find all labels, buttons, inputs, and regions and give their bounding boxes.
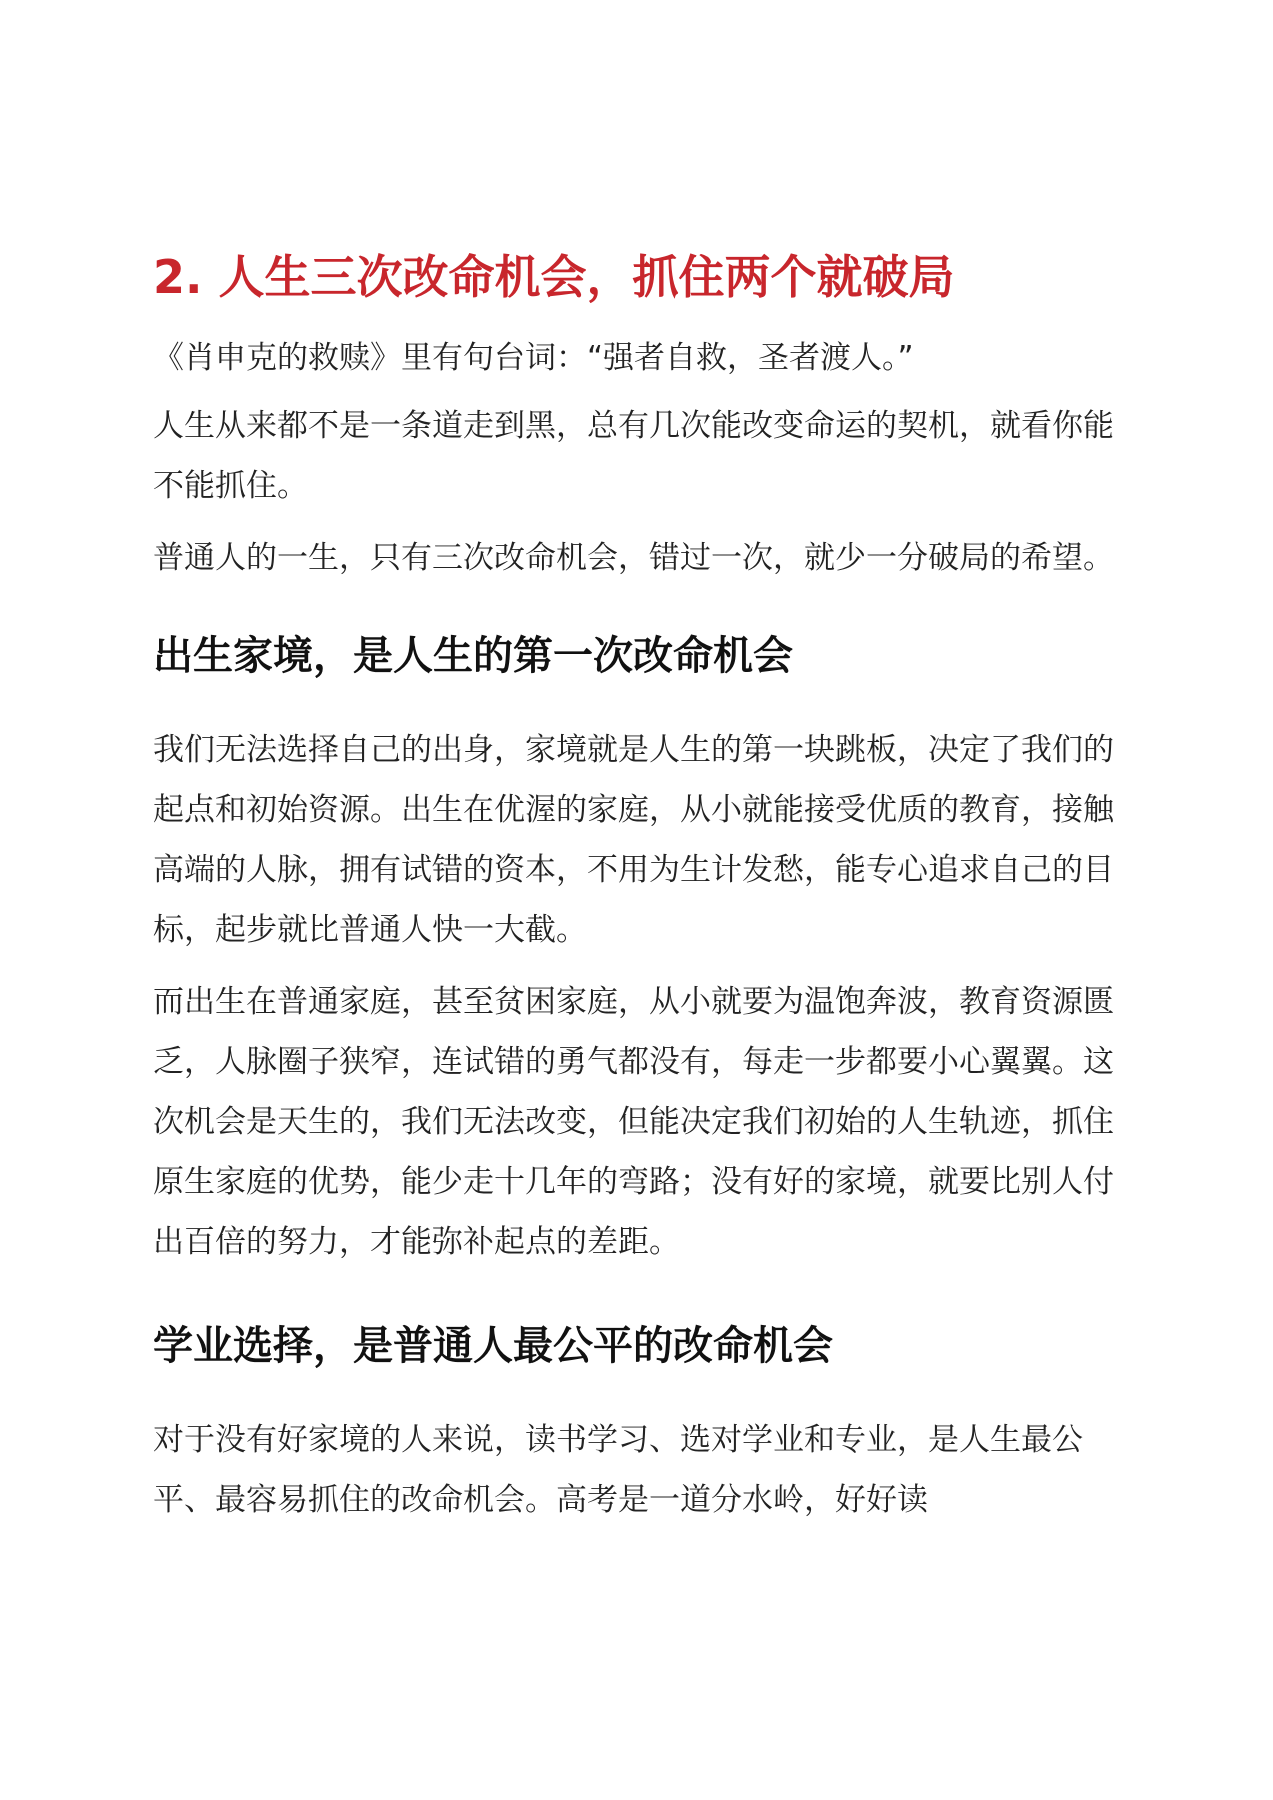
paragraph-2: 普通人的一生，只有三次改命机会，错过一次，就少一分破局的希望。 xyxy=(153,540,1114,576)
quote-paragraph: 《肖申克的救赎》里有句台词：“强者自救，圣者渡人。” xyxy=(153,340,914,376)
paragraph-3: 我们无法选择自己的出身，家境就是人生的第一块跳板，决定了我们的起点和初始资源。出生在优渥的家庭，从小就能接受优质的教育，接触高端的人脉，拥有试错的资本，不用为生计发愁，能专心追求自己的目标，起步就比普通人快一大截。 xyxy=(153,732,1114,948)
section-heading-education: 学业选择，是普通人最公平的改命机会 xyxy=(153,1323,833,1369)
section-heading-family: 出生家境，是人生的第一次改命机会 xyxy=(153,633,793,679)
paragraph-5: 对于没有好家境的人来说，读书学习、选对学业和专业，是人生最公平、最容易抓住的改命机会。高考是一道分水岭，好好读 xyxy=(153,1422,1083,1518)
paragraph-4: 而出生在普通家庭，甚至贫困家庭，从小就要为温饱奔波，教育资源匮乏，人脉圈子狭窄，连试错的勇气都没有，每走一步都要小心翼翼。这次机会是天生的，我们无法改变，但能决定我们初始的人生轨迹，抓住原生家庭的优势，能少走十几年的弯路；没有好的家境，就要比别人付出百倍的努力，才能弥补起点的差距。 xyxy=(153,984,1114,1260)
paragraph-1: 人生从来都不是一条道走到黑，总有几次能改变命运的契机，就看你能不能抓住。 xyxy=(153,408,1114,504)
article-title: 2. 人生三次改命机会，抓住两个就破局 xyxy=(153,250,955,304)
article xyxy=(153,246,1143,1530)
